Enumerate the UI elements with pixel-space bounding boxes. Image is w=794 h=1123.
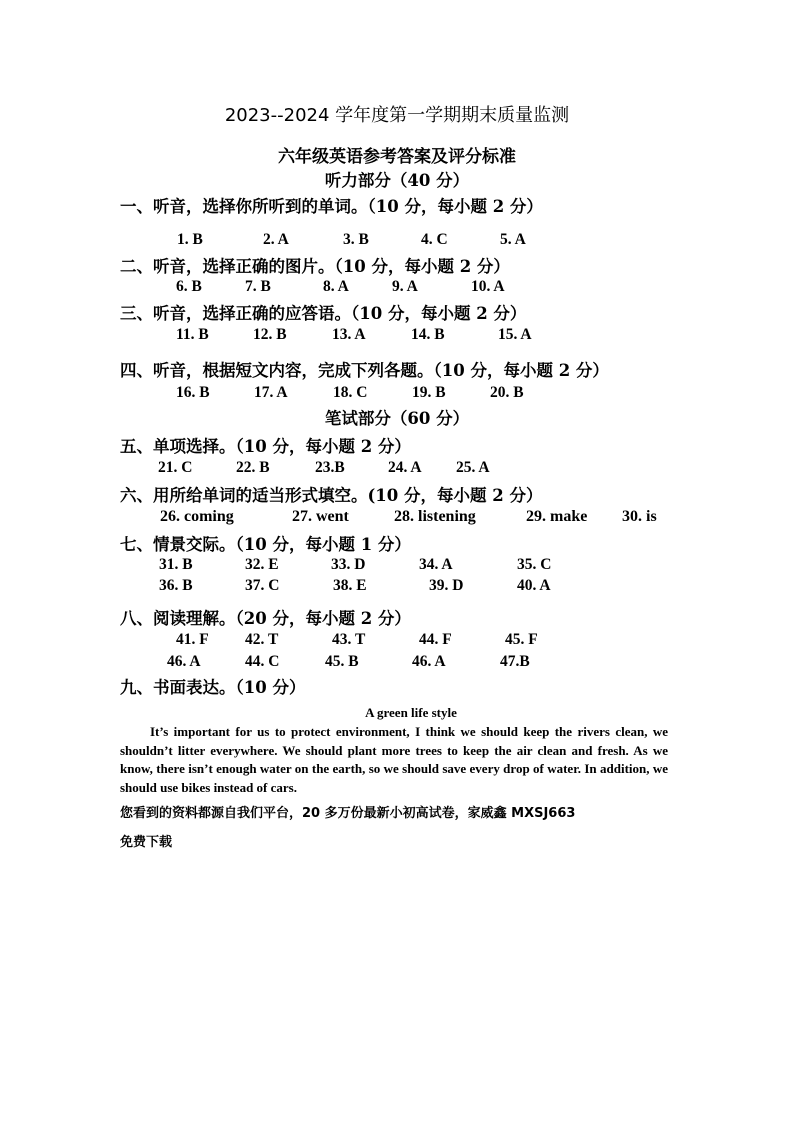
answer: 22. B xyxy=(236,459,270,476)
section-8-heading: 八、阅读理解。（20 分，每小题 2 分） xyxy=(120,609,411,628)
written-part-label: 笔试部分（60 分） xyxy=(324,409,470,428)
listening-part-label: 听力部分（40 分） xyxy=(324,171,470,190)
section-6-heading: 六、用所给单词的适当形式填空。(10 分，每小题 2 分） xyxy=(120,486,543,505)
answer: 2. A xyxy=(263,231,289,248)
section-4-heading: 四、听音，根据短文内容，完成下列各题。（10 分，每小题 2 分） xyxy=(120,361,609,380)
answer: 45. F xyxy=(505,631,538,648)
answer: 39. D xyxy=(429,577,464,594)
section-1-heading: 一、听音，选择你所听到的单词。（10 分，每小题 2 分） xyxy=(120,197,543,216)
answer: 37. C xyxy=(245,577,280,594)
answer: 16. B xyxy=(176,384,210,401)
answer: 47.B xyxy=(500,653,530,670)
answer: 5. A xyxy=(500,231,526,248)
answer: 40. A xyxy=(517,577,551,594)
answer: 14. B xyxy=(411,326,445,343)
answer: 46. A xyxy=(167,653,201,670)
answer: 41. F xyxy=(176,631,209,648)
answer: 23.B xyxy=(315,459,345,476)
footer-note-download: 免费下载 xyxy=(120,835,173,850)
page-title: 2023--2024 学年度第一学期期末质量监测 xyxy=(224,105,570,126)
essay-title: A green life style xyxy=(365,705,457,720)
answer: 3. B xyxy=(343,231,369,248)
section-3-heading: 三、听音，选择正确的应答语。（10 分，每小题 2 分） xyxy=(120,304,527,323)
answer: 13. A xyxy=(332,326,366,343)
answer: 28. listening xyxy=(394,508,476,525)
answer: 12. B xyxy=(253,326,287,343)
answer: 44. C xyxy=(245,653,280,670)
answer: 27. went xyxy=(292,508,349,525)
answer: 6. B xyxy=(176,278,202,295)
answer: 1. B xyxy=(177,231,203,248)
footer-note: 您看到的资料都源自我们平台，20 多万份最新小初高试卷，家威鑫 MXSJ663 xyxy=(120,806,576,821)
page-subtitle: 六年级英语参考答案及评分标准 xyxy=(278,147,516,167)
answer: 34. A xyxy=(419,556,453,573)
answer: 19. B xyxy=(412,384,446,401)
essay-body: It’s important for us to protect environment, I think we should keep the rivers clean, we shouldn’t litter everywhere. We should plant more trees to keep the air clean and fresh. As we know, there isn’t enough water on the earth, so we should save every drop of water. In addition, we should use bikes instead of cars. xyxy=(120,724,668,795)
answer: 45. B xyxy=(325,653,359,670)
answer: 9. A xyxy=(392,278,418,295)
answer: 29. make xyxy=(526,508,588,525)
answer: 26. coming xyxy=(160,508,234,525)
answer: 32. E xyxy=(245,556,279,573)
answer: 36. B xyxy=(159,577,193,594)
section-2-heading: 二、听音，选择正确的图片。（10 分，每小题 2 分） xyxy=(120,257,510,276)
answer: 38. E xyxy=(333,577,367,594)
answer: 7. B xyxy=(245,278,271,295)
answer: 15. A xyxy=(498,326,532,343)
answer: 46. A xyxy=(412,653,446,670)
section-9-heading: 九、书面表达。（10 分） xyxy=(120,678,306,697)
section-7-heading: 七、情景交际。（10 分，每小题 1 分） xyxy=(120,535,411,554)
answer: 21. C xyxy=(158,459,193,476)
answer: 31. B xyxy=(159,556,193,573)
answer: 10. A xyxy=(471,278,505,295)
answer: 35. C xyxy=(517,556,552,573)
answer: 8. A xyxy=(323,278,349,295)
answer: 44. F xyxy=(419,631,452,648)
answer: 20. B xyxy=(490,384,524,401)
answer: 33. D xyxy=(331,556,366,573)
answer: 43. T xyxy=(332,631,366,648)
answer: 4. C xyxy=(421,231,448,248)
answer: 24. A xyxy=(388,459,422,476)
answer: 18. C xyxy=(333,384,368,401)
answer: 11. B xyxy=(176,326,209,343)
section-5-heading: 五、单项选择。（10 分，每小题 2 分） xyxy=(120,437,411,456)
answer: 30. is xyxy=(622,508,657,525)
answer: 17. A xyxy=(254,384,288,401)
answer: 25. A xyxy=(456,459,490,476)
answer: 42. T xyxy=(245,631,279,648)
